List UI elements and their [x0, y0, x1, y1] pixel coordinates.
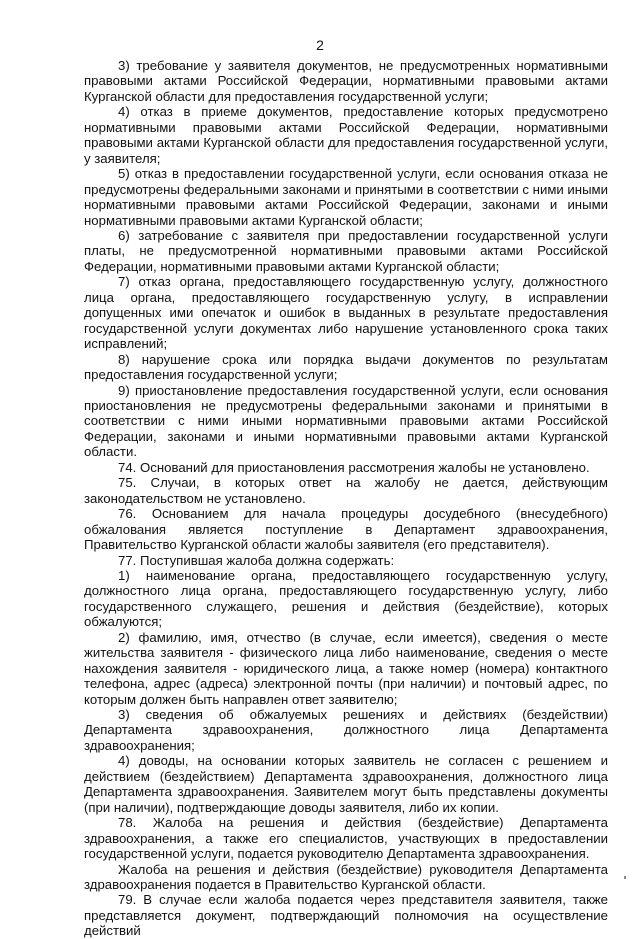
- paragraph-74: 74. Оснований для приостановления рассмотрения жалобы не установлено.: [118, 459, 590, 475]
- paragraph-item-8: 8) нарушение срока или порядка выдачи документов по результатам предоставления государственной услуги;: [84, 351, 608, 383]
- paragraph-item-9: 9) приостановление предоставления государственной услуги, если основания приостановления не предусмотрены федеральными законами и принятыми в соответствии с ними иными нормативными правовыми актами Российской Федерации, законами и иными нормативными правовыми актами Курганской области.: [84, 382, 608, 460]
- page-number: 2: [316, 37, 324, 53]
- paragraph-77-item-4: 4) доводы, на основании которых заявитель не согласен с решением и действием (бездействием) Департамента здравоохранения, должностного лица Департамента здравоохранения. Заявителем могут быть представлены документы (при наличии), подтверждающие доводы заявителя, либо их копии.: [84, 753, 608, 815]
- paragraph-78: 78. Жалоба на решения и действия (бездействие) Департамента здравоохранения, а также его специалистов, участвующих в предоставлении государственной услуги, подается руководителю Департамента здравоохранения.: [84, 815, 608, 862]
- paragraph-77-item-3: 3) сведения об обжалуемых решениях и действиях (бездействии) Департамента здравоохранения, должностного лица Департамента здравоохранения;: [84, 707, 608, 753]
- paragraph-78-continued: Жалоба на решения и действия (бездействие) руководителя Департамента здравоохранения подается в Правительство Курганской области.: [84, 861, 608, 893]
- scan-artifact: [624, 876, 626, 879]
- paragraph-item-6: 6) затребование с заявителя при предоставлении государственной услуги платы, не предусмотренной нормативными правовыми актами Российской Федерации, нормативными правовыми актами Курганской области;: [84, 227, 608, 274]
- paragraph-79: 79. В случае если жалоба подается через представителя заявителя, также представляется документ, подтверждающий полномочия на осуществление действий: [84, 892, 608, 939]
- paragraph-77-item-1: 1) наименование органа, предоставляющего государственную услугу, должностного лица органа, предоставляющего государственную услугу, либо государственного служащего, решения и действия (бездействие), которых обжалуются;: [84, 567, 608, 630]
- paragraph-75: 75. Случаи, в которых ответ на жалобу не дается, действующим законодательством не установлено.: [84, 475, 608, 506]
- paragraph-item-7: 7) отказ органа, предоставляющего государственную услугу, должностного лица органа, предоставляющего государственную услугу, в исправлении допущенных ими опечаток и ошибок в выданных в результате предоставления государственной услуги документах либо нарушение установленного срока таких исправлений;: [84, 274, 608, 352]
- paragraph-76: 76. Основанием для начала процедуры досудебного (внесудебного) обжалования является поступление в Департамент здравоохранения, Правительство Курганской области жалобы заявителя (его представителя).: [84, 506, 608, 553]
- paragraph-item-3: 3) требование у заявителя документов, не предусмотренных нормативными правовыми актами Российской Федерации, нормативными правовыми актами Курганской области для предоставления государственной услуги;: [84, 58, 608, 104]
- paragraph-item-4: 4) отказ в приеме документов, предоставление которых предусмотрено нормативными правовыми актами Российской Федерации, нормативными правовыми актами Курганской области для предоставления государственной услуги, у заявителя;: [84, 104, 608, 166]
- document-body: [84, 58, 608, 939]
- paragraph-77-item-2: 2) фамилию, имя, отчество (в случае, если имеется), сведения о месте жительства заявителя - физического лица либо наименование, сведения о месте нахождения заявителя - юридического лица, а также номер (номера) контактного телефона, адрес (адреса) электронной почты (при наличии) и почтовый адрес, по которым должен быть направлен ответ заявителю;: [84, 629, 608, 707]
- paragraph-item-5: 5) отказ в предоставлении государственной услуги, если основания отказа не предусмотрены федеральными законами и принятыми в соответствии с ними иными нормативными правовыми актами Российской Федерации, законами и иными нормативными правовыми актами Курганской области;: [84, 166, 608, 228]
- paragraph-77: 77. Поступившая жалоба должна содержать:: [118, 552, 395, 568]
